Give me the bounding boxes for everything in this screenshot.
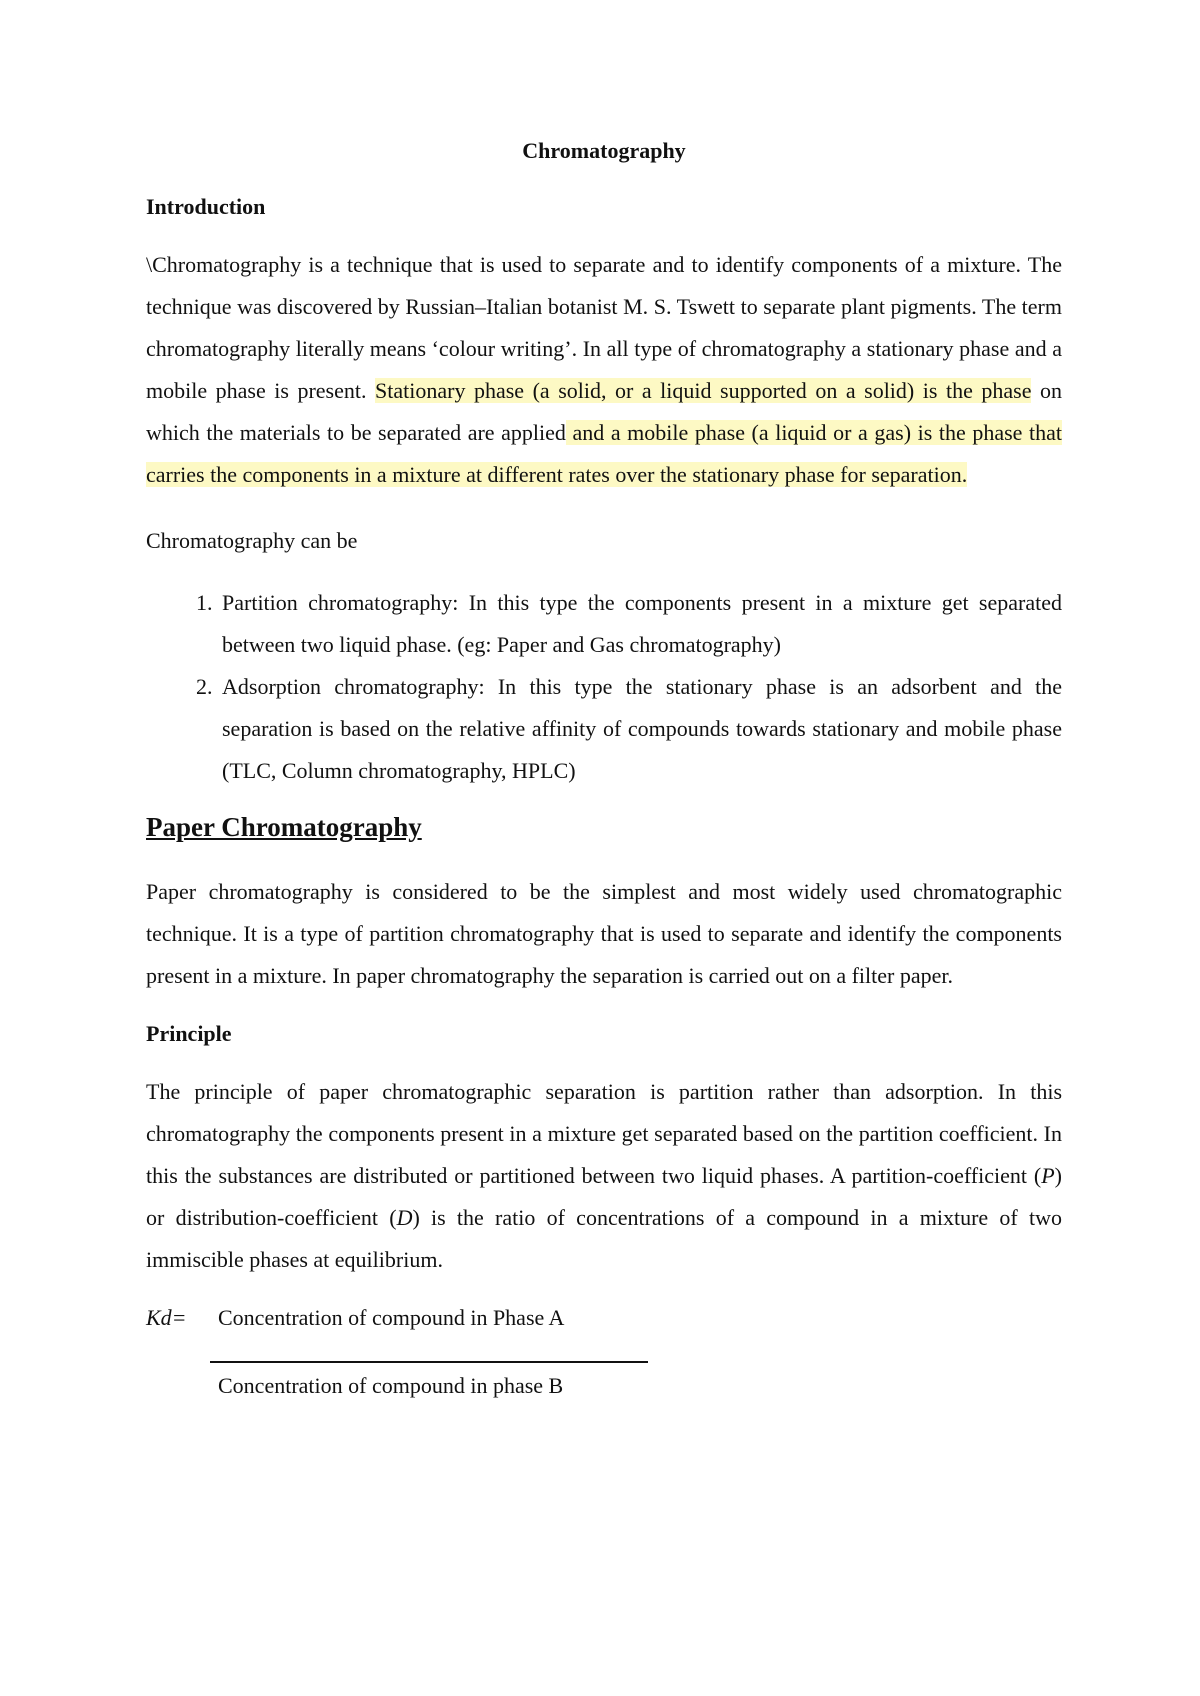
list-item-adsorption: 2. Adsorption chromatography: In this type the stationary phase is an adsorbent and the separation is based on the relative affinity of compounds towards stationary and mobile phase (TLC, Column chromatography, HPLC) xyxy=(218,666,1062,792)
formula-denominator: Concentration of compound in phase B xyxy=(218,1373,564,1398)
highlight-stationary-phase: Stationary phase (a solid, or a liquid supported on a solid) is the phase xyxy=(375,378,1032,403)
symbol-d: D xyxy=(396,1205,413,1230)
chromatography-types-list xyxy=(146,582,1062,792)
principle-paragraph xyxy=(146,1071,1062,1281)
intro-text: \Chromatography is a technique that is used to separate and to identify components of a mixture. The technique was discovered by Russian–Italian botanist M. S. Tswett to separate plant pigments. The term chromatography literally means ‘colour writing’. In all type of chromatography a stationary phase and a mobile phase is present. xyxy=(146,252,1062,403)
introduction-heading: Introduction xyxy=(146,194,266,219)
document-content xyxy=(146,138,1062,1445)
principle-text-b: ) or distribution-coefficient ( xyxy=(146,1163,1062,1230)
list-item-partition: 1. Partition chromatography: In this type the components present in a mixture get separated between two liquid phase. (eg: Paper and Gas chromatography) xyxy=(218,582,1062,666)
introduction-paragraph xyxy=(146,244,1062,496)
highlight-mobile-phase: and a mobile phase (a liquid or a gas) is the phase that carries the components in a mixture at different rates over the stationary phase for separation. xyxy=(146,420,1062,487)
kd-formula xyxy=(146,1305,1062,1445)
paper-chromatography-heading: Paper Chromatography xyxy=(146,812,422,842)
intro-text-middle: on which the materials to be separated are applied xyxy=(146,378,1063,445)
principle-heading: Principle xyxy=(146,1021,232,1046)
principle-text-c: ) is the ratio of concentrations of a compound in a mixture of two immiscible phases at equilibrium. xyxy=(146,1205,1062,1272)
symbol-p: P xyxy=(1041,1163,1055,1188)
paper-chromatography-paragraph: Paper chromatography is considered to be the simplest and most widely used chromatographic technique. It is a type of partition chromatography that is used to separate and identify the components present in a mixture. In paper chromatography the separation is carried out on a filter paper. xyxy=(146,879,1062,988)
chromatography-can-be: Chromatography can be xyxy=(146,528,358,553)
page-title: Chromatography xyxy=(522,138,686,163)
fraction-line xyxy=(210,1361,648,1363)
formula-numerator: Concentration of compound in Phase A xyxy=(218,1305,565,1330)
formula-label: Kd= xyxy=(146,1305,187,1330)
principle-text-a: The principle of paper chromatographic separation is partition rather than adsorption. In this chromatography the components present in a mixture get separated based on the partition coefficient. In this the substances are distributed or partitioned between two liquid phases. A partition-coefficient ( xyxy=(146,1079,1062,1188)
